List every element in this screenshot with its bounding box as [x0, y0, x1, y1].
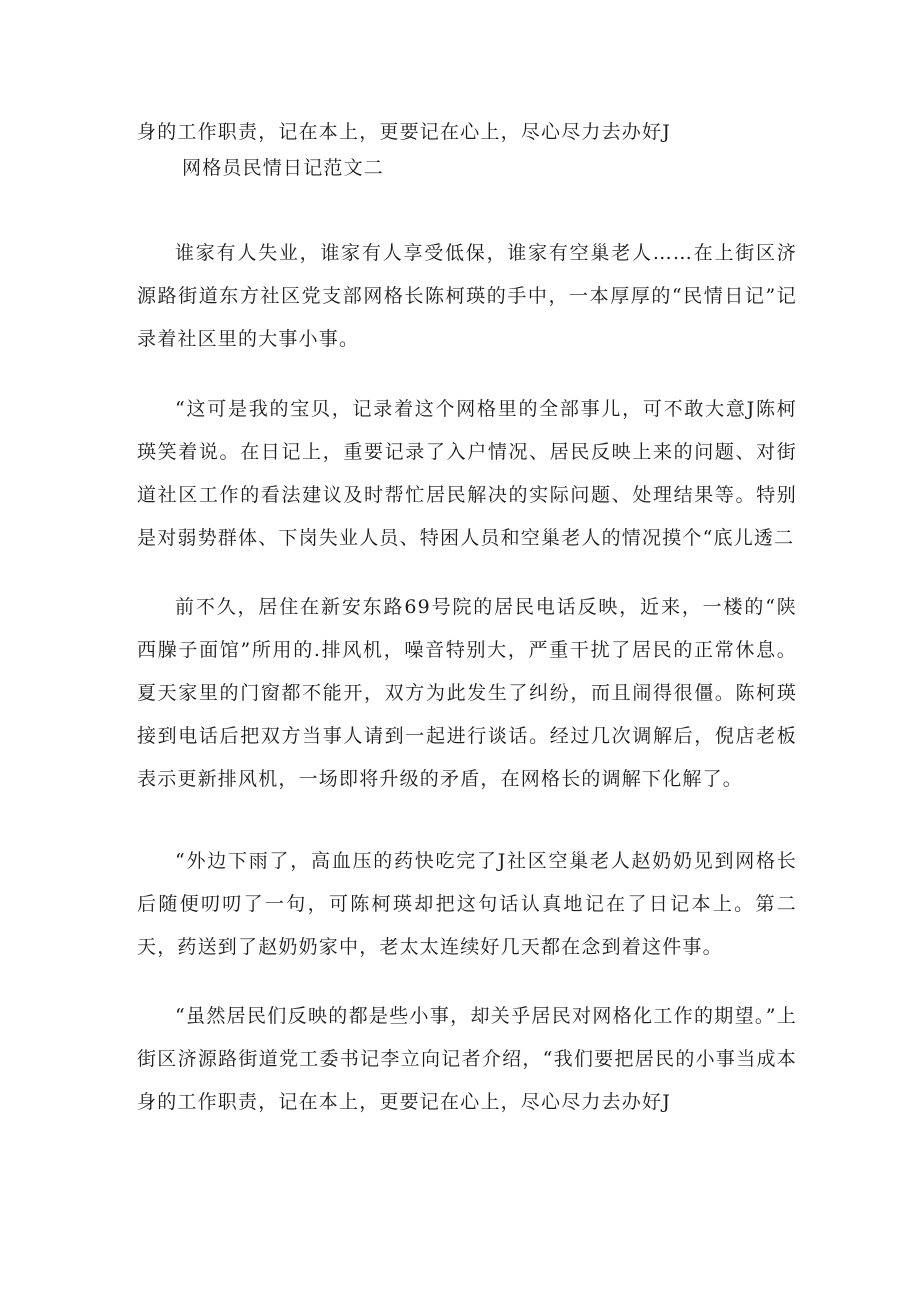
paragraph-secretary-quote: “虽然居民们反映的都是些小事，却关乎居民对网格化工作的期望。”上街区济源路街道党工委书记李立向记者介绍，“我们要把居民的小事当成本身的工作职责，记在本上，更要记在心上，尽心尽力去办好J — [137, 1005, 797, 1113]
paragraph-quote-treasure: “这可是我的宝贝，记录着这个网格里的全部事儿，可不敢大意J陈柯瑛笑着说。在日记上，重要记录了入户情况、居民反映上来的问题、对街道社区工作的看法建议及时帮忙居民解决的实际问题、处理结果等。特别是对弱势群体、下岗失业人员、特困人员和空巢老人的情况摸个“底儿透二 — [137, 398, 797, 549]
paragraph-grandma-zhao: “外边下雨了，高血压的药快吃完了J社区空巢老人赵奶奶见到网格长后随便叨叨了一句，可陈柯瑛却把这句话认真地记在了日记本上。第二天，药送到了赵奶奶家中，老太太连续好几天都在念到着这件事。 — [137, 850, 797, 958]
paragraph-continuation: 身的工作职责，记在本上，更要记在心上，尽心尽力去办好J — [137, 121, 672, 143]
section-heading: 网格员民情日记范文二 — [182, 157, 385, 179]
paragraph-noodle-shop: 前不久，居住在新安东路69号院的居民电话反映，近来，一楼的“陕西臊子面馆”所用的.排风机，噪音特别大，严重干扰了居民的正常休息。夏天家里的门窗都不能开，双方为此发生了纠纷，而且闹得很僵。陈柯瑛接到电话后把双方当事人请到一起进行谈话。经过几次调解后，倪店老板表示更新排风机，一场即将升级的矛盾，在网格长的调解下化解了。 — [137, 596, 797, 790]
paragraph-intro: 谁家有人失业，谁家有人享受低保，谁家有空巢老人……在上街区济源路街道东方社区党支部网格长陈柯瑛的手中，一本厚厚的“民情日记”记录着社区里的大事小事。 — [137, 242, 797, 350]
